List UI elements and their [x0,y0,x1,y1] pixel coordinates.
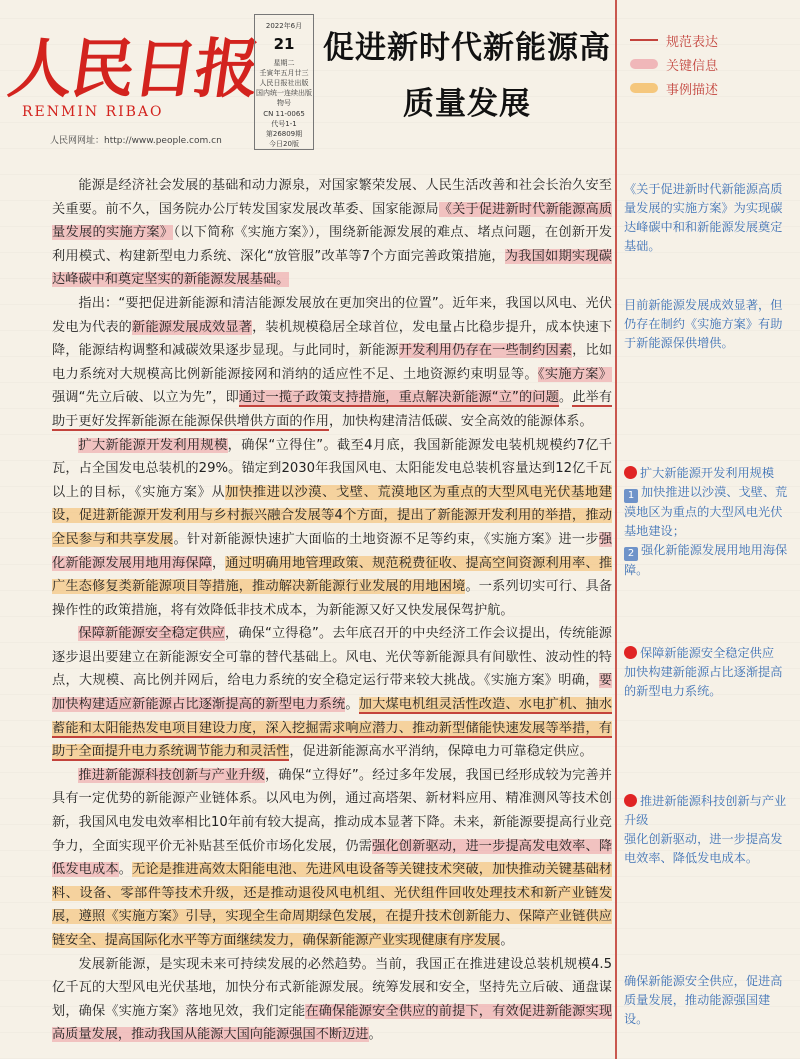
paragraph-2: 指出：“要把促进新能源和清洁能源发展放在更加突出的位置”。近年来，我国以风电、光伏发电为代表的新能源发展成效显著，装机规模稳居全球首位，发电量占比稳步提升，成本快速下降，能源结构调整和减碳效果逐步显现。与此同时，新能源开发利用仍存在一些制约因素，比如电力系统对大规模高比例新能源接网和消纳的适应性不足、土地资源约束明显等。《实施方案》强调“先立后破、以立为先”，即通过一揽子政策支持措施，重点解决新能源“立”的问题。此举有助于更好发挥新能源在能源保供增供方面的作用，加快构建清洁低碳、安全高效的能源体系。 [52,295,613,429]
issue-day: 21 [273,35,295,54]
example-description-underlined: 加大煤电机组灵活性改造、水电扩机、抽水蓄能和太阳能热发电项目建设力度，深入挖掘需求响应潜力、推动新型储能快速发展等举措，有助于全面提升电力系统调节能力和灵活性 [52,697,613,760]
paragraph-5: 推进新能源科技创新与产业升级，确保“立得好”。经过多年发展，我国已经形成较为完善并具有一定优势的新能源产业链体系。以风电为例，通过高塔架、新材料应用、精准测风等技术创新，我国风电发电效率相比10年前有较大提高，推动成本显著下降。未来，新能源要提高行业竞争力，全面实现平价无补贴甚至低价市场化发展，仍需强化创新驱动，进一步提高发电效率、降低发电成本。无论是推进高效太阳能电池、先进风电设备等关键技术突破，加快推动关键基础材料、设备、零部件等技术升级，还是推动退役风电机组、光伏组件回收处理技术和新产业链发展，遵照《实施方案》引导，实现全生命周期绿色发展，在提升技术创新能力、保障产业链供应链安全、提高国际化水平等方面继续发力，确保新能源产业实现健康有序发展。 [52,767,613,948]
issue-weekday: 星期二 [273,58,295,67]
annotation-4 [624,644,794,701]
key-info: 要加快构建适应新能源占比逐渐提高的新型电力系统 [52,673,612,713]
pink-swatch-icon [630,59,658,69]
number-2-icon: 2 [624,547,638,561]
key-info: 《实施方案》 [537,366,612,382]
website-line: 人民网网址：http://www.people.com.cn [50,136,222,146]
annotation-4-title: 保障新能源安全稳定供应 [624,644,794,663]
orange-swatch-icon [630,83,658,93]
key-info: 《关于促进新时代新能源高质量发展的实施方案》 [52,201,613,241]
annotation-5-title: 推进新能源科技创新与产业升级 [624,794,787,827]
key-info-underlined: 通过一揽子政策支持措施，重点解决新能源“立”的问题 [238,390,559,406]
key-info: 开发利用仍存在一些制约因素 [398,343,573,359]
paragraph-4: 保障新能源安全稳定供应，确保“立得稳”。去年底召开的中央经济工作会议提出，传统能源逐步退出要建立在新能源安全可靠的替代基础上。风电、光伏等新能源具有间歇性、波动性的特点，大规模、高比例并网后，给电力系统的安全稳定运行带来较大挑战。《实施方案》明确，要加快构建适应新能源占比逐渐提高的新型电力系统。加大煤电机组灵活性改造、水电扩机、抽水蓄能和太阳能热发电项目建设力度，深入挖掘需求响应潜力、推动新型储能快速发展等举措，有助于全面提升电力系统调节能力和灵活性，促进新能源高水平消纳，保障电力可靠稳定供应。 [52,626,613,760]
article-body [52,174,612,1047]
legend-label: 事例描述 [666,82,719,98]
annotation-3 [624,464,794,580]
key-info: 扩大新能源开发利用规模 [78,437,228,453]
red-dot-icon [624,466,637,479]
legend-item-underline [630,28,795,52]
issue-pages: 今日20版 [269,140,299,149]
legend-item-pink [630,52,795,76]
issue-number: 第26809期 [265,129,303,138]
article-headline: 促进新时代新能源高质量发展 [323,30,611,122]
masthead [0,0,615,160]
paragraph-6: 发展新能源，是实现未来可持续发展的必然趋势。当前，我国正在推进建设总装机规模4.5亿千瓦的大型风电光伏基地，加快分布式新能源发展。统筹发展和安全，坚持先立后破、通盘谋划，确保《实施方案》落地见效，我们定能在确保能源安全供应的前提下，有效促进新能源实现高质量发展，推动我国从能源大国向能源强国不断迈进。 [52,956,613,1043]
key-info: 新能源发展成效显著 [132,319,253,335]
paragraph-1: 能源是经济社会发展的基础和动力源泉，对国家繁荣发展、人民生活改善和社会长治久安至关重要。前不久，国务院办公厅转发国家发展改革委、国家能源局《关于促进新时代新能源高质量发展的实施方案》（以下简称《实施方案》），围绕新能源发展的难点、堵点问题，在创新开发利用模式、构建新型电力系统、深化“放管服”改革等7个方面完善政策措施，为我国如期实现碳达峰碳中和奠定坚实的新能源发展基础。 [52,178,613,288]
column-divider [615,0,617,1059]
underline-swatch-icon [630,39,658,41]
issue-cn-number: CN 11-0065 [263,109,305,118]
key-info: 为我国如期实现碳达峰碳中和奠定坚实的新能源发展基础。 [52,248,612,288]
example-description: 加快推进以沙漠、戈壁、荒漠地区为重点的大型风电光伏基地建设，促进新能源开发利用与乡村振兴融合发展等4个方面，提出了新能源开发利用的举措，推动全民参与和共享发展 [52,484,612,547]
issue-postal-code: 代号1-1 [271,119,297,128]
red-dot-icon [624,646,637,659]
annotation-2: 目前新能源发展成效显著，但仍存在制约《实施方案》有助于新能源保供增供。 [624,298,783,350]
annotation-3-item-2: 2 强化新能源发展用地用海保障。 [624,543,788,577]
annotation-4-body: 加快构建新能源占比逐渐提高的新型电力系统。 [624,665,783,698]
annotation-5 [624,792,794,868]
number-1-icon: 1 [624,489,638,503]
paragraph-3: 扩大新能源开发利用规模，确保“立得住”。截至4月底，我国新能源发电装机规模约7亿千瓦，占全国发电总装机的29%。锚定到2030年我国风电、太阳能发电总装机容量达到12亿千瓦以上的目标，《实施方案》从加快推进以沙漠、戈壁、荒漠地区为重点的大型风电光伏基地建设，促进新能源开发利用与乡村振兴融合发展等4个方面，提出了新能源开发利用的举措，推动全民参与和共享发展。针对新能源快速扩大面临的土地资源不足等约束，《实施方案》进一步强化新能源发展用地用海保障，通过明确用地管理政策、规范税费征收、提高空间资源利用率、推广生态修复类新能源项目等措施，推动解决新能源行业发展的用地困境。一系列切实可行、具备操作性的政策措施，将有效降低非技术成本，为新能源又好又快发展保驾护航。 [52,437,613,618]
key-info: 强化新能源发展用地用海保障 [52,531,612,571]
annotation-6: 确保新能源安全供应，促进高质量发展，推动能源强国建设。 [624,974,783,1026]
legend-label: 规范表达 [666,34,719,50]
annotation-5-body: 强化创新驱动，进一步提高发电效率、降低发电成本。 [624,832,783,865]
annotation-3-title: 扩大新能源开发利用规模 [624,464,794,483]
annotation-3-item-1: 1 加快推进以沙漠、戈壁、荒漠地区为重点的大型风电光伏基地建设； [624,485,788,538]
standard-expression: 此举有助于更好发挥新能源在能源保供增供方面的作用 [52,390,613,429]
key-info: 保障新能源安全稳定供应 [78,626,225,642]
issue-info-box [254,14,314,150]
key-info: 推进新能源科技创新与产业升级 [78,767,265,783]
highlight-legend [630,28,795,100]
legend-item-orange [630,76,795,100]
newspaper-logo-pinyin: RENMIN RIBAO [22,104,164,120]
annotation-1: 《关于促进新时代新能源高质量发展的实施方案》为实现碳达峰碳中和和新能源发展奠定基础。 [624,182,783,253]
legend-label: 关键信息 [666,58,719,74]
issue-publisher: 人民日报社出版 [259,79,309,88]
newspaper-logo: 人民日报 [3,32,263,107]
example-description: 通过明确用地管理政策、规范税费征收、提高空间资源利用率、推广生态修复类新能源项目等措施，推动解决新能源行业发展的用地困境 [52,555,613,595]
issue-year-month: 2022年6月 [265,22,303,30]
key-info: 强化创新驱动，进一步提高发电效率、降低发电成本 [52,838,613,878]
example-description: 无论是推进高效太阳能电池、先进风电设备等关键技术突破，加快推动关键基础材料、设备、零部件等技术升级，还是推动退役风电机组、光伏组件回收处理技术和新产业链发展，遵照《实施方案》引导，实现全生命周期绿色发展，在提升技术创新能力、保障产业链供应链安全、提高国际化水平等方面继续发力，确保新能源产业实现健康有序发展 [52,862,613,948]
issue-lunar-date: 壬寅年五月廿三 [259,69,309,78]
red-dot-icon [624,794,637,807]
key-info: 在确保能源安全供应的前提下，有效促进新能源实现高质量发展，推动我国从能源大国向能源强国不断迈进 [52,1003,613,1043]
issue-code-label: 国内统一连续出版物号 [256,89,312,108]
